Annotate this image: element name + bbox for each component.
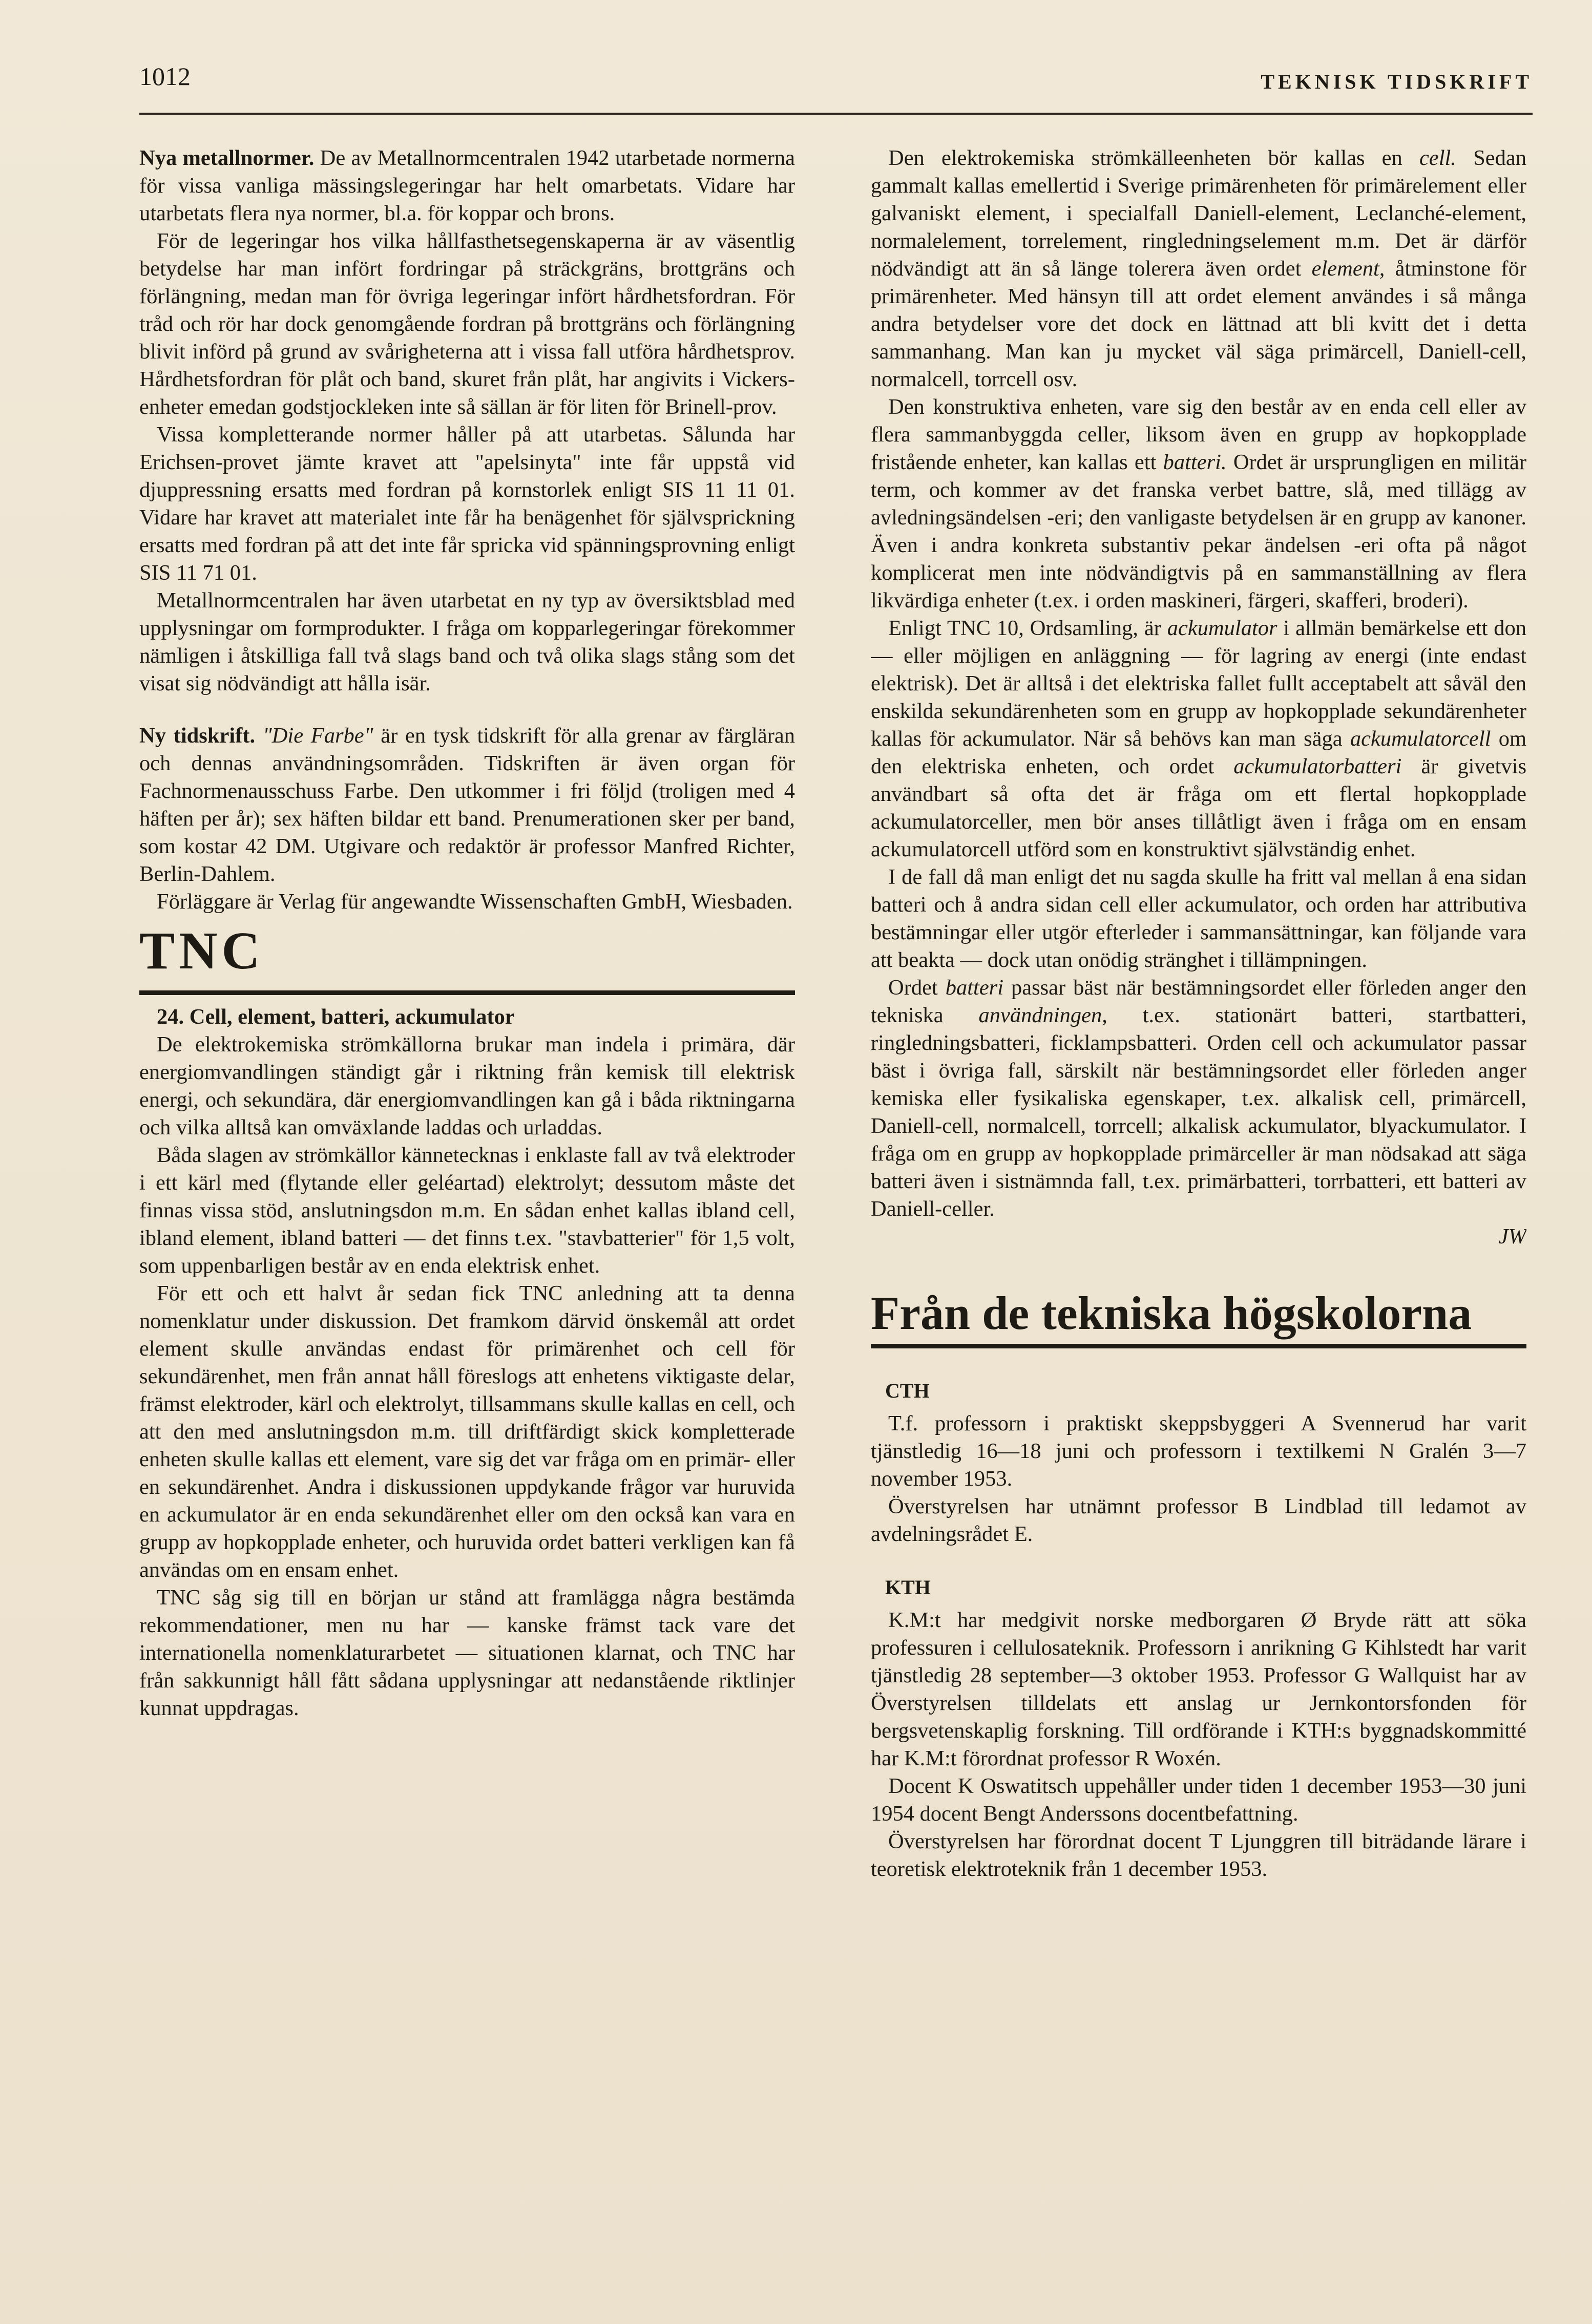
divider bbox=[871, 1344, 1526, 1348]
paragraph: Vissa kompletterande normer håller på att utarbetas. Sålunda har Erichsen-provet jämte kravet att "apelsinyta" inte får uppstå vid djuppressning ersatts med fordran på kornstorlek enligt SIS 11 11 01. Vidare har kravet att materialet inte får ha benägenhet för självsprickning ersatts med fordran på att det inte får spricka vid spänningsprovning enligt SIS 11 71 01. bbox=[139, 422, 795, 585]
paragraph: För de legeringar hos vilka hållfasthetsegenskaperna är av väsentlig betydelse har man infört fordringar på sträckgräns, brottgräns och förlängning, medan man för övriga legeringar infört hårdhetsfordran. För tråd och rör har dock genomgående fordran på brottgräns och förlängning blivit införd på grund av svårigheterna att i vissa fall utföra hårdhetsprov. Hårdhetsfordran för plåt och band, skuret från plåt, har angivits i Vickers-enheter emedan godstjockleken inte så sällan är för liten för Brinell-prov. bbox=[139, 229, 795, 419]
paragraph: Metallnormcentralen har även utarbetat en ny typ av översiktsblad med upplysningar om formprodukter. I fråga om kopparlegeringar förekommer nämligen i åtskilliga fall två slags band och två olika slags stång som det visat sig nödvändigt att hålla isär. bbox=[139, 588, 795, 695]
paragraph: Förläggare är Verlag für angewandte Wissenschaften GmbH, Wiesbaden. bbox=[157, 890, 793, 914]
run-in-heading: Nya metallnormer. bbox=[139, 146, 315, 170]
page-number: 1012 bbox=[139, 62, 191, 91]
run-in-heading: Ny tidskrift. bbox=[139, 724, 256, 748]
paragraph: För ett och ett halvt år sedan fick TNC anledning att ta denna nomenklatur under diskussion. Det framkom därvid önskemål att ordet element skulle användas endast för primärenhet och cell för sekundärenhet, men från annat håll föreslogs att enhetens viktigaste delar, främst elektroder, kärl och elektrolyt, tillsammans skulle kallas en cell, och att den med anslutningsdon m.m. till driftfärdigt skick kompletterade enheten skulle kallas ett element, vare sig det var fråga om en primär- eller en sekundärenhet. Andra i diskussionen uppdykande frågor var huruvida en ackumulator är en enda sekundärenhet eller om den också kan vara en grupp av hopkopplade enheter, och huruvida ordet batteri verkligen kan få användas om en ensam enhet. bbox=[139, 1281, 795, 1582]
divider bbox=[139, 990, 795, 995]
paragraph: De elektrokemiska strömkällorna brukar man indela i primära, där energiomvandlingen ständigt går i riktning från kemisk till elektrisk energi, och sekundära, där energiomvandlingen kan gå i båda riktningarna och vilka alltså kan omväxlande laddas och urladdas. bbox=[139, 1032, 795, 1139]
paragraph: Överstyrelsen har utnämnt professor B Lindblad till ledamot av avdelningsrådet E. bbox=[871, 1494, 1526, 1546]
subheading-kth: KTH bbox=[885, 1576, 931, 1599]
section-hogskolor bbox=[871, 1286, 1526, 1883]
article-heading: 24. Cell, element, batteri, ackumulator bbox=[157, 1005, 515, 1029]
paragraph: Docent K Oswatitsch uppehåller under tiden 1 december 1953—30 juni 1954 docent Bengt Anderssons docentbefattning. bbox=[871, 1774, 1526, 1826]
paragraph: TNC såg sig till en början ur stånd att framlägga några bestämda rekommendationer, men nu har — kanske främst tack vare det internationella nomenklaturarbetet — situationen klarnat, och TNC har från sakkunnigt håll fått sådana upplysningar att nedanstående riktlinjer kunnat uppdragas. bbox=[139, 1586, 795, 1720]
journal-title: TEKNISK TIDSKRIFT bbox=[1261, 70, 1533, 93]
paragraph: Överstyrelsen har förordnat docent T Ljunggren till biträdande lärare i teoretisk elektroteknik från 1 december 1953. bbox=[871, 1829, 1526, 1881]
paragraph: Den konstruktiva enheten, vare sig den består av en enda cell eller av flera sammanbyggda celler, liksom även en grupp av hopkopplade fristående enheter, kan kallas ett batteri. Ordet är ursprungligen en militär term, och kommer av det franska verbet battre, slå, med tillägg av avledningsändelsen -eri; den vanligaste betydelsen är en grupp av kanoner. Även i andra konkreta substantiv pekar ändelsen -eri ofta på något komplicerat men inte nödvändigtvis på en sammanställning av flera likvärdiga enheter (t.ex. i orden maskineri, färgeri, skafferi, broderi). bbox=[871, 395, 1526, 612]
tnc-continued bbox=[871, 144, 1526, 1251]
paragraph: I de fall då man enligt det nu sagda skulle ha fritt val mellan å ena sidan batteri och å andra sidan cell eller ackumulator, och orden har attributiva bestämningar eller utgör efterleder i sammansättningar, kan följande vara att beakta — dock utan onödig stränghet i tillämpningen. bbox=[871, 865, 1526, 972]
page-header bbox=[139, 56, 1533, 115]
article-nya-metallnormer bbox=[139, 144, 795, 698]
paragraph: Enligt TNC 10, Ordsamling, är ackumulator i allmän bemärkelse ett don — eller möjligen en anläggning — för lagring av energi (inte endast elektrisk). Det är alltså i det elektriska fallet fullt acceptabelt att såväl den enskilda sekundärenheten som en grupp av hopkopplade sekundärenheter kallas för ackumulator. När så behövs kan man säga ackumulatorcell om den elektriska enheten, och ordet ackumulatorbatteri är givetvis användbart så ofta det är fråga om ett flertal hopkopplade ackumulatorceller, men bör anses tillåtligt även i fråga om en ensam ackumulatorcell utförd som en konstruktivt självständig enhet. bbox=[871, 616, 1526, 861]
tnc-title: TNC bbox=[139, 921, 264, 980]
paragraph: Ordet batteri passar bäst när bestämningsordet eller förleden anger den tekniska användningen, t.ex. stationärt batteri, startbatteri, ringledningsbatteri, ficklampsbatteri. Orden cell och ackumulator passar bäst i övriga fall, särskilt när bestämningsordet eller förleden anger kemiska eller fysikaliska egenskaper, t.ex. alkalisk cell, primärcell, Daniell-cell, normalcell, torrcell; alkalisk ackumulator, blyackumulator. I fråga om en grupp av hopkopplade primärceller är man nödsakad att säga batteri även i sistnämnda fall, t.ex. primärbatteri, torrbatteri, ett batteri av Daniell-celler. bbox=[871, 976, 1526, 1221]
subheading-cth: CTH bbox=[885, 1379, 930, 1402]
article-ny-tidskrift bbox=[139, 722, 795, 916]
left-column bbox=[139, 144, 795, 2213]
paragraph: K.M:t har medgivit norske medborgaren Ø Bryde rätt att söka professuren i cellulosateknik. Professorn i anrikning G Kihlstedt har varit tjänstledig 28 september—3 oktober 1953. Professor G Wallquist har av Överstyrelsen tilldelats ett anslag ur Jernkontorsfonden för bergsvetenskaplig forskning. Till ordförande i KTH:s byggnadskommitté har K.M:t förordnat professor R Woxén. bbox=[871, 1608, 1526, 1770]
section-title: Från de tekniska högskolorna bbox=[871, 1287, 1472, 1339]
paragraph: Båda slagen av strömkällor kännetecknas i enklaste fall av två elektroder i ett kärl med (flytande eller geléartad) elektrolyt; dessutom måste det finnas vissa stöd, anslutningsdon m.m. En sådan enhet kallas ibland cell, ibland element, ibland batteri — det finns t.ex. "stavbatterier" för 1,5 volt, som uppenbarligen består av en enda elektrisk enhet. bbox=[139, 1143, 795, 1278]
signature: JW bbox=[1498, 1224, 1526, 1249]
right-column bbox=[871, 144, 1526, 2213]
paragraph: Ny tidskrift. "Die Farbe" är en tysk tidskrift för alla grenar av färgläran och dennas användningsområden. Tidskriften är även organ för Fachnormenausschuss Farbe. Den utkommer i fri följd (troligen med 4 häften per år); sex häften bildar ett band. Prenumerationen sker per band, som kostar 42 DM. Utgivare och redaktör är professor Manfred Richter, Berlin-Dahlem. bbox=[139, 724, 795, 886]
paragraph: Nya metallnormer. De av Metallnormcentralen 1942 utarbetade normerna för vissa vanliga mässingslegeringar har helt omarbetats. Vidare har utarbetats flera nya normer, bl.a. för koppar och brons. bbox=[139, 146, 795, 225]
paragraph: T.f. professorn i praktiskt skeppsbyggeri A Svennerud har varit tjänstledig 16—18 juni och professorn i textilkemi N Gralén 3—7 november 1953. bbox=[871, 1411, 1526, 1491]
paragraph: Den elektrokemiska strömkälleenheten bör kallas en cell. Sedan gammalt kallas emellertid i Sverige primärenheten för primärelement eller galvaniskt element, i specialfall Daniell-element, Leclanché-element, normalelement, torrelement, ringledningselement m.m. Det är därför nödvändigt att än så länge tolerera även ordet element, åtminstone för primärenheter. Med hänsyn till att ordet element användes i så många andra betydelser vore det dock en lättnad att bli kvitt det i detta sammanhang. Man kan ju mycket väl säga primärcell, Daniell-cell, normalcell, torrcell osv. bbox=[871, 146, 1526, 391]
section-tnc bbox=[139, 923, 795, 1722]
